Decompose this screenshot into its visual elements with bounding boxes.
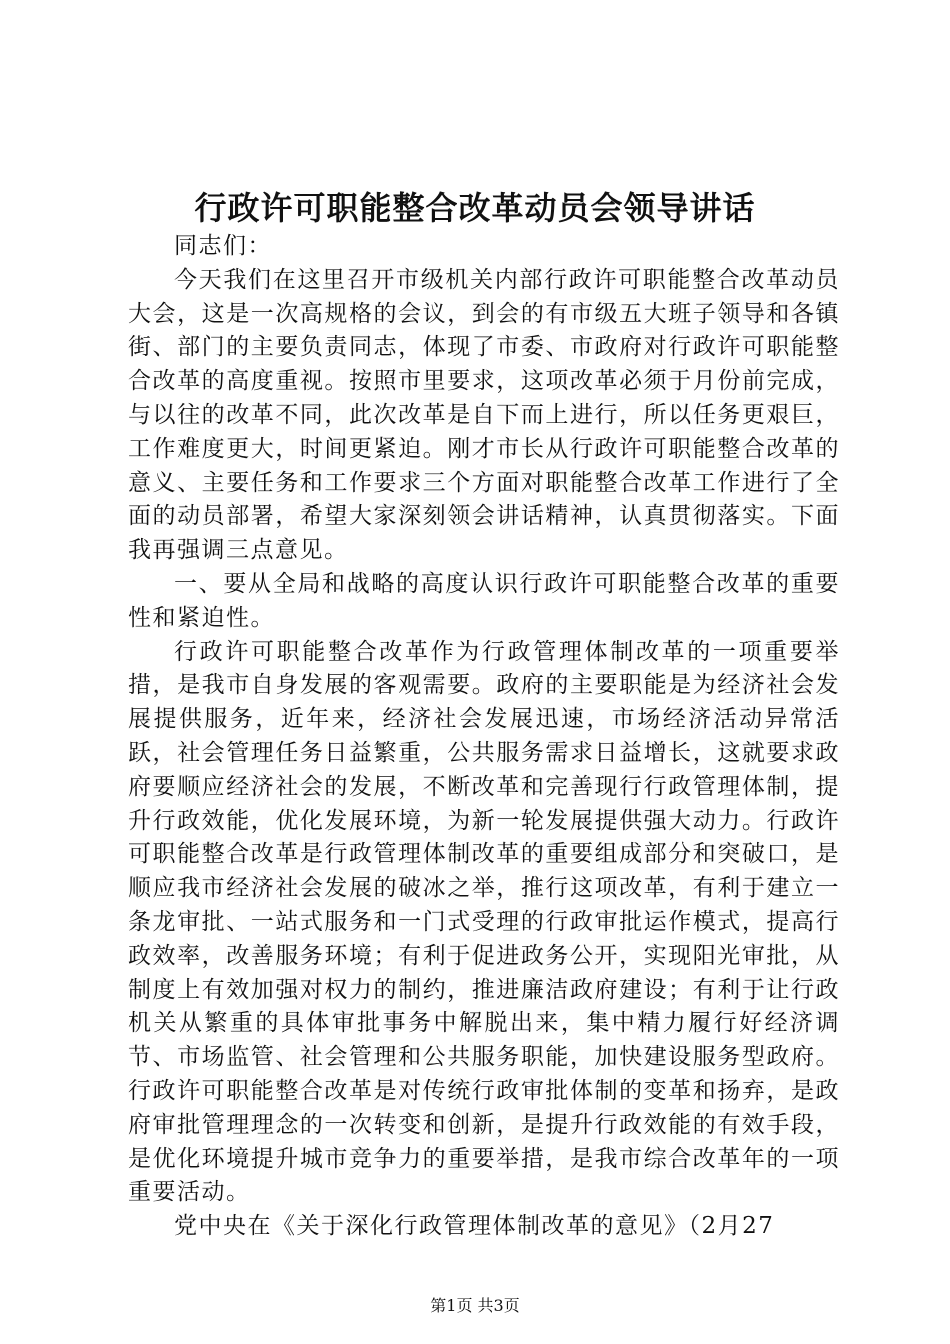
section-heading-one: 一、要从全局和战略的高度认识行政许可职能整合改革的重要性和紧迫性。 xyxy=(128,570,840,631)
salutation: 同志们： xyxy=(174,233,272,259)
paragraph-importance: 行政许可职能整合改革作为行政管理体制改革的一项重要举措，是我市自身发展的客观需要。政府的主要职能是为经济社会发展提供服务，近年来，经济社会发展迅速，市场经济活动异常活跃，社会管理任务日益繁重，公共服务需求日益增长，这就要求政府要顺应经济社会的发展，不断改革和完善现行行政管理体制，提升行政效能，优化发展环境，为新一轮发展提供强大动力。行政许可职能整合改革是行政管理体制改革的重要组成部分和突破口，是顺应我市经济社会发展的破冰之举，推行这项改革，有利于建立一条龙审批、一站式服务和一门式受理的行政审批运作模式，提高行政效率，改善服务环境；有利于促进政务公开，实现阳光审批，从制度上有效加强对权力的制约，推进廉洁政府建设；有利于让行政机关从繁重的具体审批事务中解脱出来，集中精力履行好经济调节、市场监管、社会管理和公共服务职能，加快建设服务型政府。行政许可职能整合改革是对传统行政审批体制的变革和扬弃，是政府审批管理理念的一次转变和创新，是提升行政效能的有效手段，是优化环境提升城市竞争力的重要举措，是我市综合改革年的一项重要活动。 xyxy=(128,638,840,1206)
page-indicator: 第1页 共3页 xyxy=(430,1296,520,1315)
document-body xyxy=(128,230,840,1244)
paragraph-opening: 今天我们在这里召开市级机关内部行政许可职能整合改革动员大会，这是一次高规格的会议，到会的有市级五大班子领导和各镇街、部门的主要负责同志，体现了市委、市政府对行政许可职能整合改革的高度重视。按照市里要求，这项改革必须于月份前完成，与以往的改革不同，此次改革是自下而上进行，所以任务更艰巨，工作难度更大，时间更紧迫。刚才市长从行政许可职能整合改革的意义、主要任务和工作要求三个方面对职能整合改革工作进行了全面的动员部署，希望大家深刻领会讲话精神，认真贯彻落实。下面我再强调三点意见。 xyxy=(128,266,840,564)
page-footer xyxy=(0,1296,950,1316)
paragraph-central-committee: 党中央在《关于深化行政管理体制改革的意见》（2月27 xyxy=(174,1213,775,1240)
page-title: 行政许可职能整合改革动员会领导讲话 xyxy=(194,189,756,227)
